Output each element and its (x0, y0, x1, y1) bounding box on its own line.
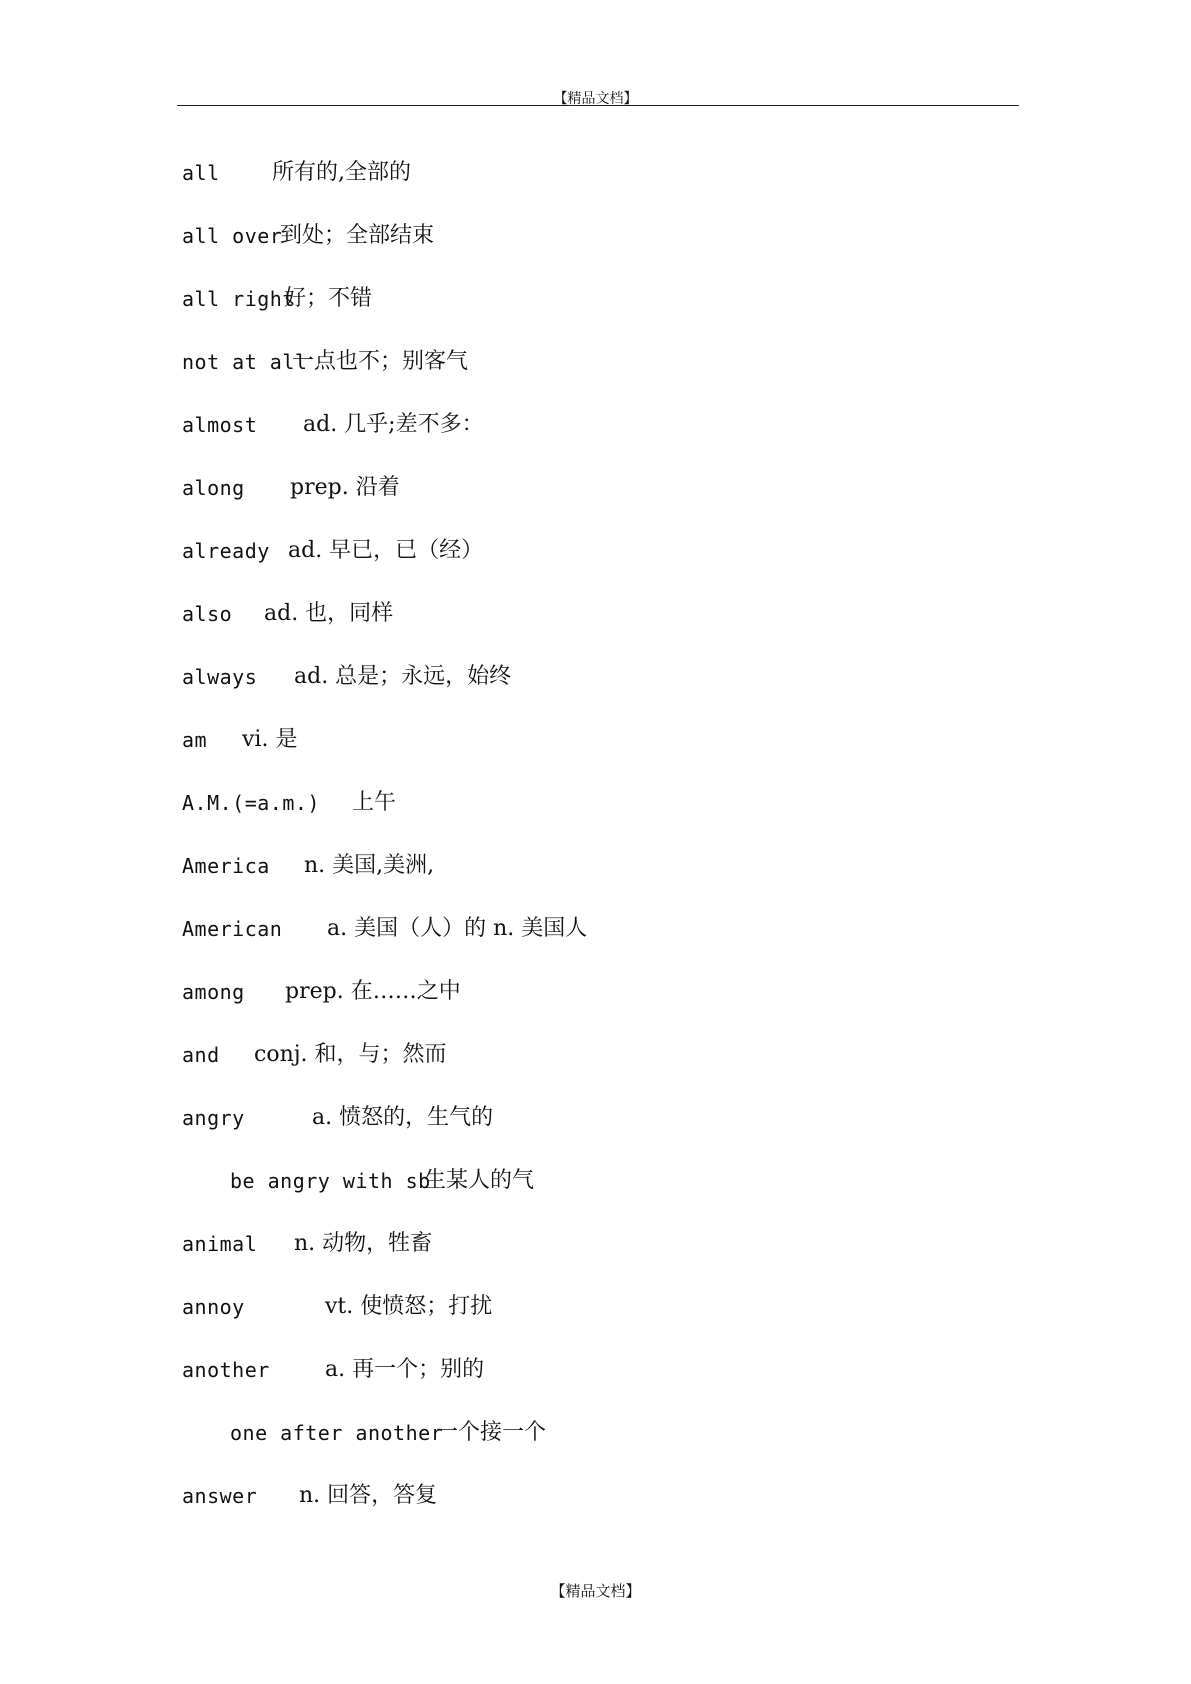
vocab-term: along (182, 476, 245, 500)
vocab-term: answer (182, 1484, 258, 1508)
vocab-term: among (182, 980, 245, 1004)
vocab-definition: a. 美国（人）的 n. 美国人 (327, 916, 588, 941)
vocab-definition: 到处；全部结束 (280, 223, 435, 248)
vocab-term: also (182, 602, 233, 626)
vocab-term: am (182, 728, 208, 752)
vocab-term: and (182, 1043, 220, 1067)
page-footer-label: 【精品文档】 (550, 1582, 641, 1600)
vocab-term: almost (182, 413, 258, 437)
vocab-term: always (182, 665, 258, 689)
vocab-definition: n. 回答，答复 (299, 1483, 438, 1508)
vocab-term: A.M.(=a.m.) (182, 791, 320, 815)
vocab-definition: prep. 在……之中 (285, 979, 461, 1004)
vocab-term: already (182, 539, 270, 563)
vocab-definition: ad. 总是；永远，始终 (294, 664, 512, 689)
vocab-definition: 一个接一个 (436, 1420, 547, 1445)
vocab-definition: ad. 几乎;差不多： (303, 412, 484, 437)
vocab-term: all right (182, 287, 295, 311)
vocab-definition: a. 再一个；别的 (325, 1357, 485, 1382)
page-header-label: 【精品文档】 (553, 91, 638, 107)
vocab-term: all (182, 161, 220, 185)
vocab-definition: 一点也不；别客气 (292, 349, 469, 374)
vocab-definition: 生某人的气 (424, 1168, 535, 1193)
vocab-term: animal (182, 1232, 258, 1256)
vocab-definition: n. 美国,美洲, (304, 853, 435, 878)
vocab-definition: prep. 沿着 (290, 475, 400, 500)
vocab-term: one after another (230, 1421, 444, 1445)
vocab-definition: 所有的,全部的 (272, 160, 411, 185)
vocab-definition: 上午 (352, 790, 397, 815)
vocab-definition: ad. 早已，已（经） (288, 538, 484, 563)
vocab-definition: conj. 和，与；然而 (254, 1042, 447, 1067)
vocab-definition: n. 动物，牲畜 (294, 1231, 433, 1256)
vocab-term: American (182, 917, 283, 941)
vocab-term: not at all (182, 350, 308, 374)
vocab-definition: ad. 也，同样 (264, 601, 394, 626)
vocab-term: another (182, 1358, 270, 1382)
vocab-term: annoy (182, 1295, 245, 1319)
vocab-definition: vi. 是 (242, 727, 298, 752)
vocab-definition: vt. 使愤怒；打扰 (325, 1294, 493, 1319)
vocab-term: America (182, 854, 270, 878)
vocab-term: angry (182, 1106, 245, 1130)
vocab-definition: 好；不错 (284, 286, 373, 311)
vocab-definition: a. 愤怒的，生气的 (312, 1105, 494, 1130)
vocab-term: all over (182, 224, 283, 248)
vocab-term: be angry with sb (230, 1169, 431, 1193)
